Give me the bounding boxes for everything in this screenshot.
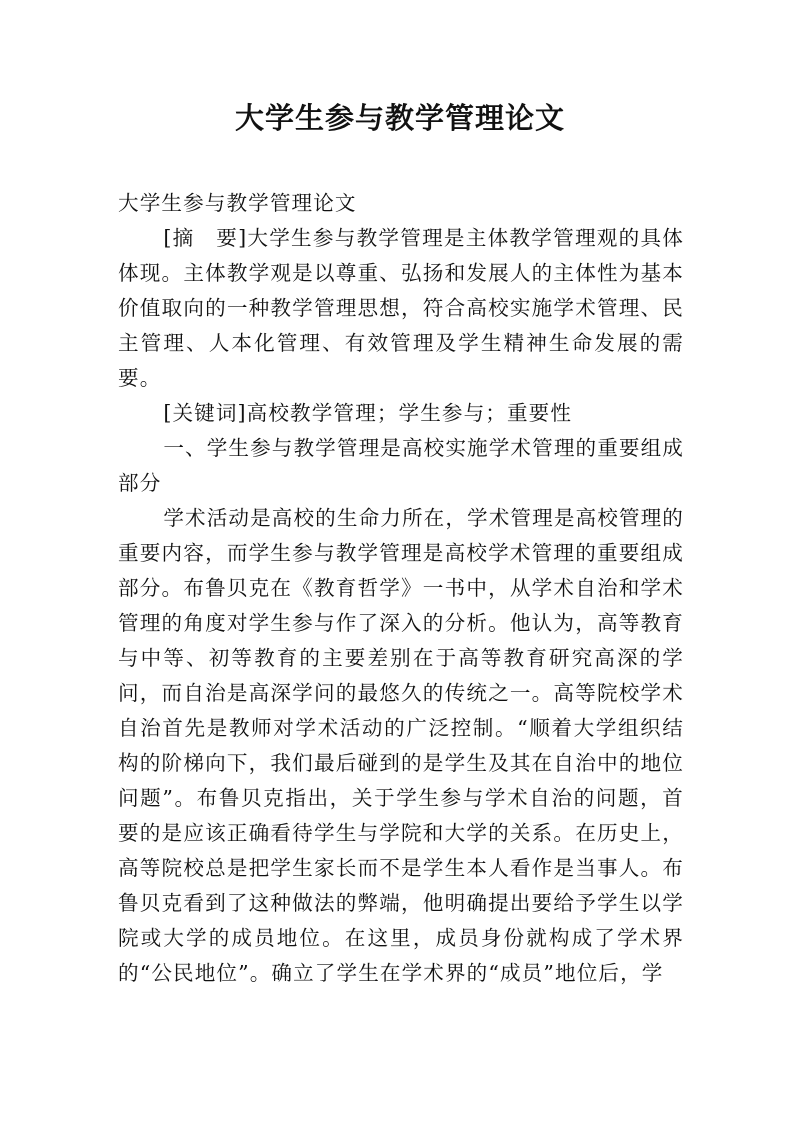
document-subtitle: 大学生参与教学管理论文 [118,191,357,215]
abstract-paragraph: [摘 要]大学生参与教学管理是主体教学管理观的具体体现。主体教学观是以尊重、弘扬和发展人的主体性为基本价值取向的一种教学管理思想，符合高校实施学术管理、民主管理、人本化管理、有效管理及学生精神生命发展的需要。 [118,226,684,390]
section-heading: 一、学生参与教学管理是高校实施学术管理的重要组成部分 [118,436,684,495]
keywords-paragraph: [关键词]高校教学管理；学生参与；重要性 [163,401,573,425]
body-paragraph: 学术活动是高校的生命力所在，学术管理是高校管理的重要内容，而学生参与教学管理是高校学术管理的重要组成部分。布鲁贝克在《教育哲学》一书中，从学术自治和学术管理的角度对学生参与作了深入的分析。他认为，高等教育与中等、初等教育的主要差别在于高等教育研究高深的学问，而自治是高深学问的最悠久的传统之一。高等院校学术自治首先是教师对学术活动的广泛控制。“顺着大学组织结构的阶梯向下，我们最后碰到的是学生及其在自治中的地位问题”。布鲁贝克指出，关于学生参与学术自治的问题，首要的是应该正确看待学生与学院和大学的关系。在历史上，高等院校总是把学生家长而不是学生本人看作是当事人。布鲁贝克看到了这种做法的弊端，他明确提出要给予学生以学院或大学的成员地位。在这里，成员身份就构成了学术界的“公民地位”。确立了学生在学术界的“成员”地位后，学 [118,506,684,985]
page-title: 大学生参与教学管理论文 [234,101,565,135]
document-body [118,186,684,991]
